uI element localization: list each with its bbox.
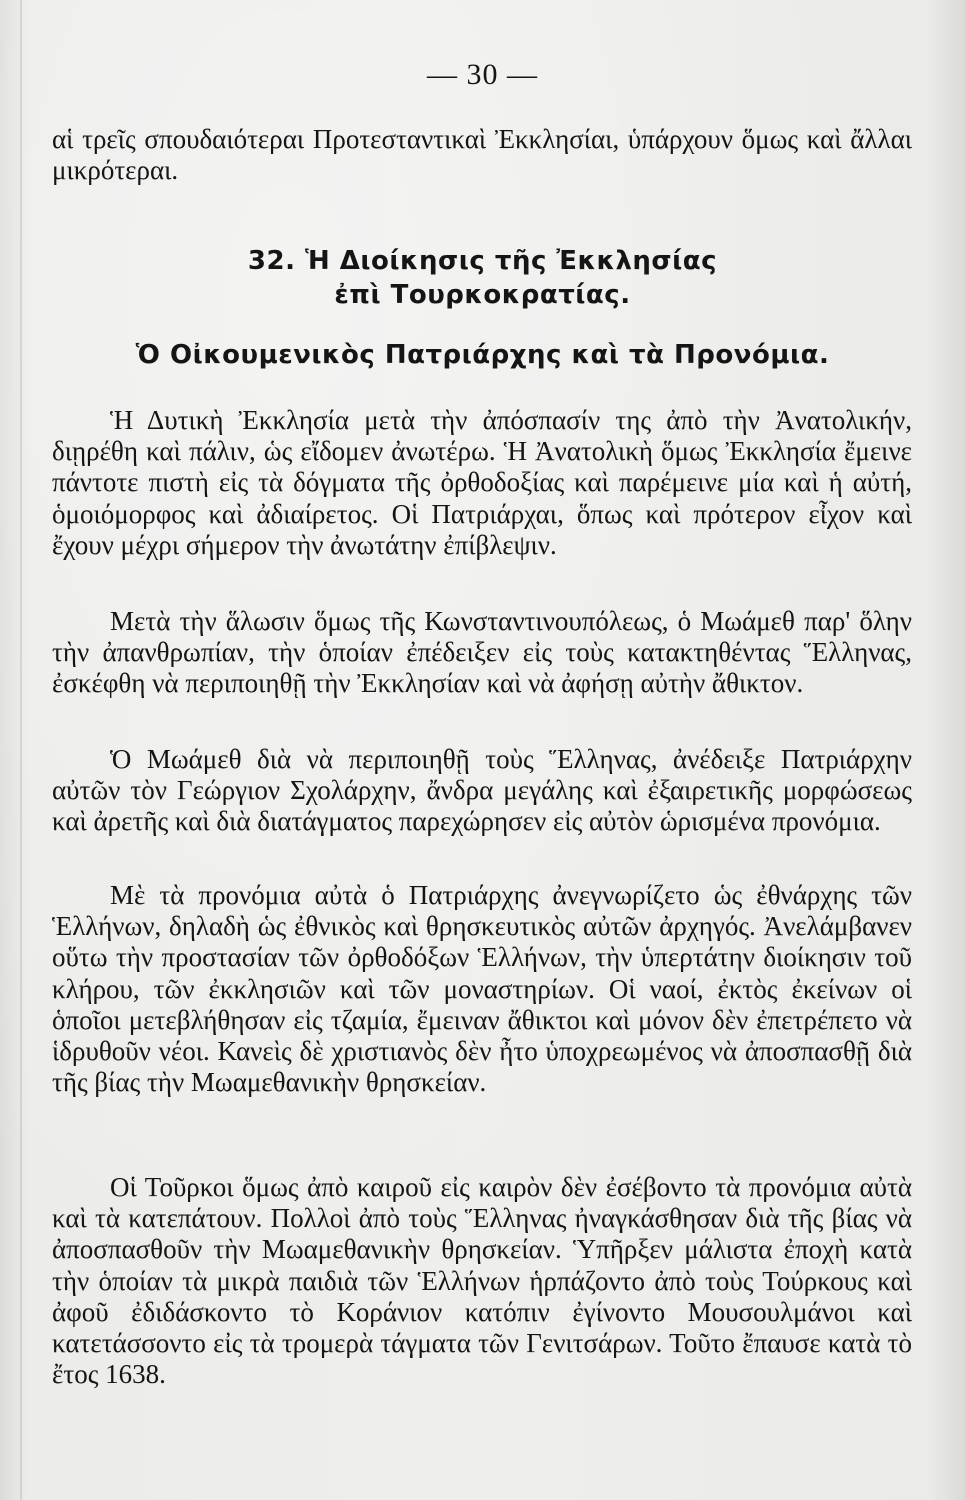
paragraph-3: Ὁ Μωάμεθ διὰ νὰ περιποιηθῇ τοὺς Ἕλληνας, ἀνέδειξε Πατριάρχην αὐτῶν τὸν Γεώργιον Σχολάρχην, ἄνδρα μεγάλης καὶ ἐξαιρετικῆς μορφώσεως καὶ ἀρετῆς καὶ διὰ διατάγματος παρεχώρησεν εἰς αὐτὸν ὡρισμένα προνόμια. bbox=[52, 744, 912, 837]
paragraph-5: Οἱ Τοῦρκοι ὅμως ἀπὸ καιροῦ εἰς καιρὸν δὲν ἐσέβοντο τὰ προνόμια αὐτὰ καὶ τὰ κατεπάτουν. Πολλοὶ ἀπὸ τοὺς Ἕλληνας ἠναγκάσθησαν διὰ τῆς βίας νὰ ἀποσπασθοῦν τὴν Μωαμεθανικὴν θρησκείαν. Ὑπῆρξεν μάλιστα ἐποχὴ κατὰ τὴν ὁποίαν τὰ μικρὰ παιδιὰ τῶν Ἑλλήνων ἡρπάζοντο ἀπὸ τοὺς Τούρκους καὶ ἀφοῦ ἐδιδάσκοντο τὸ Κοράνιον κατόπιν ἐγίνοντο Μουσουλμάνοι καὶ κατετάσσοντο εἰς τὰ τρομερὰ τάγματα τῶν Γενιτσάρων. Τοῦτο ἔπαυσε κατὰ τὸ ἔτος 1638. bbox=[52, 1172, 912, 1390]
body-text-1 bbox=[52, 405, 912, 561]
page-number: — 30 — bbox=[427, 58, 538, 91]
body-text-3 bbox=[52, 744, 912, 838]
section-heading bbox=[0, 244, 965, 312]
subheading: Ὁ Οἰκουμενικὸς Πατριάρχης καὶ τὰ Προνόμια. bbox=[135, 340, 830, 370]
paragraph-4: Μὲ τὰ προνόμια αὐτὰ ὁ Πατριάρχης ἀνεγνωρίζετο ὡς ἐθνάρχης τῶν Ἑλλήνων, δηλαδὴ ὡς ἐθνικὸς καὶ θρησκευτικὸς αὐτῶν ἀρχηγός. Ἀνελάμβανεν οὕτω τὴν προστασίαν τῶν ὀρθοδόξων Ἑλλήνων, τὴν ὑπερτάτην διοίκησιν τοῦ κλήρου, τῶν ἐκκλησιῶν καὶ τῶν μοναστηρίων. Οἱ ναοί, ἐκτὸς ἐκείνων οἱ ὁποῖοι μετεβλήθησαν εἰς τζαμία, ἔμειναν ἄθικτοι καὶ μόνον δὲν ἐπετρέπετο νὰ ἱδρυθοῦν νέοι. Κανεὶς δὲ χριστιανὸς δὲν ἦτο ὑποχρεωμένος νὰ ἀποσπασθῇ διὰ τῆς βίας τὴν Μωαμεθανικὴν θρησκείαν. bbox=[52, 880, 912, 1098]
paragraph-1: Ἡ Δυτικὴ Ἐκκλησία μετὰ τὴν ἀπόσπασίν της ἀπὸ τὴν Ἀνατολικήν, διῃρέθη καὶ πάλιν, ὡς εἴδομεν ἀνωτέρω. Ἡ Ἀνατολικὴ ὅμως Ἐκκλησία ἔμεινε πάντοτε πιστὴ εἰς τὰ δόγματα τῆς ὀρθοδοξίας καὶ παρέμεινε μία καὶ ἡ αὐτή, ὁμοιόμορφος καὶ ἀδιαίρετος. Οἱ Πατριάρχαι, ὅπως καὶ πρότερον εἶχον καὶ ἔχουν μέχρι σήμερον τὴν ἀνωτάτην ἐπίβλεψιν. bbox=[52, 405, 912, 560]
page-edge-shadow bbox=[20, 0, 22, 1500]
paragraph-2: Μετὰ τὴν ἅλωσιν ὅμως τῆς Κωνσταντινουπόλεως, ὁ Μωάμεθ παρ' ὅλην τὴν ἀπανθρωπίαν, τὴν ὁποίαν ἐπέδειξεν εἰς τοὺς κατακτηθέντας Ἕλληνας, ἐσκέφθη νὰ περιποιηθῇ τὴν Ἐκκλησίαν καὶ νὰ ἀφήσῃ αὐτὴν ἄθικτον. bbox=[52, 606, 912, 699]
intro-text bbox=[52, 124, 912, 186]
body-text-4 bbox=[52, 880, 912, 1098]
intro-paragraph: αἱ τρεῖς σπουδαιότεραι Προτεσταντικαὶ Ἐκκλησίαι, ὑπάρχουν ὅμως καὶ ἄλλαι μικρότεραι. bbox=[52, 124, 912, 186]
body-text-5 bbox=[52, 1172, 912, 1390]
section-heading-line-1: 32. Ἡ Διοίκησις τῆς Ἐκκλησίας bbox=[247, 246, 718, 276]
section-heading-line-2: ἐπὶ Τουρκοκρατίας. bbox=[334, 280, 631, 310]
body-text-2 bbox=[52, 606, 912, 700]
